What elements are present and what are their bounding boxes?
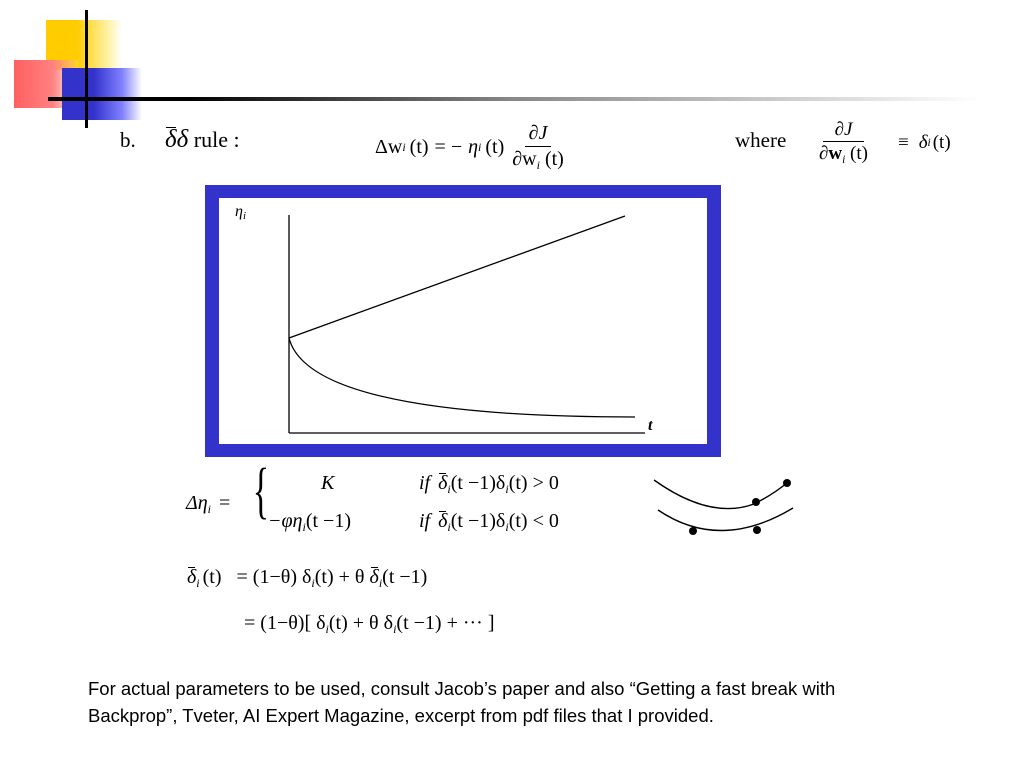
left-brace: { [252, 457, 270, 525]
footer-note: For actual parameters to be used, consult Jacob’s paper and also “Getting a fast break with Backprop”, Tveter, AI Expert Magazine, excerpt from pdf files that I provided. [88, 678, 836, 726]
delta-bar-equation-line1: $\delta_i$ (t) = (1−θ) $\delta_i(t) + \theta$ $\delta_i(t -1)$ [187, 566, 428, 591]
delta-symbol: δ [176, 126, 189, 153]
vertical-rule [85, 10, 88, 128]
y-axis-label: ηi [235, 203, 246, 222]
rule-title: rule : [193, 127, 240, 152]
lower-point-1 [689, 527, 697, 535]
rule-heading [165, 126, 240, 154]
delta-bar-symbol: δ [165, 126, 177, 153]
case-row-1: K [321, 472, 335, 494]
lower-point-2 [753, 526, 761, 534]
blue-square [62, 68, 142, 120]
curve-sketch [650, 470, 800, 545]
graph-plot-area [219, 198, 707, 444]
delta-eta-equation: $\Delta\eta_i$ = { K if $\delta_i(t -1)\delta_i(t) > 0$ $-\varphi\eta_i(t -1)$ if $\delta_i(t -1)\delta_i(t) < 0$ [186, 457, 559, 535]
case-row-2-condition: if $\delta_i(t -1)\delta_i(t) < 0$ [419, 510, 559, 535]
lower-curve [658, 508, 793, 531]
corner-decoration [0, 0, 180, 130]
horizontal-rule [48, 97, 978, 101]
upper-point-1 [752, 498, 760, 506]
case-row-1-condition: if $\delta_i(t -1)\delta_i(t) > 0$ [419, 472, 559, 497]
upper-curve [654, 480, 788, 509]
where-definition: $\frac{\partial J}{\partial w_i (t)}$ ≡ δ i (t) [819, 118, 951, 167]
upper-point-2 [783, 479, 791, 487]
weight-update-equation: Δw i (t) = − η i (t) $\frac{\partial J}{\partial w_i (t)}$ [375, 118, 568, 176]
delta-bar-equation-line2: = (1−θ)[ $\delta_i(t) + \theta$ $\delta_i(t -1)$ + ··· ] [244, 612, 495, 637]
partial-fraction: $\frac{\partial J}{\partial w_i (t)}$ [512, 121, 564, 172]
case-row-2: $-\varphi\eta_i(t -1)$ [268, 510, 351, 535]
graph-svg [205, 185, 721, 457]
x-axis-label: t [648, 417, 653, 434]
learning-rate-graph [205, 185, 721, 457]
delta-w: Δw [375, 135, 403, 158]
where-label: where [735, 128, 787, 152]
item-label: b. [120, 128, 136, 152]
